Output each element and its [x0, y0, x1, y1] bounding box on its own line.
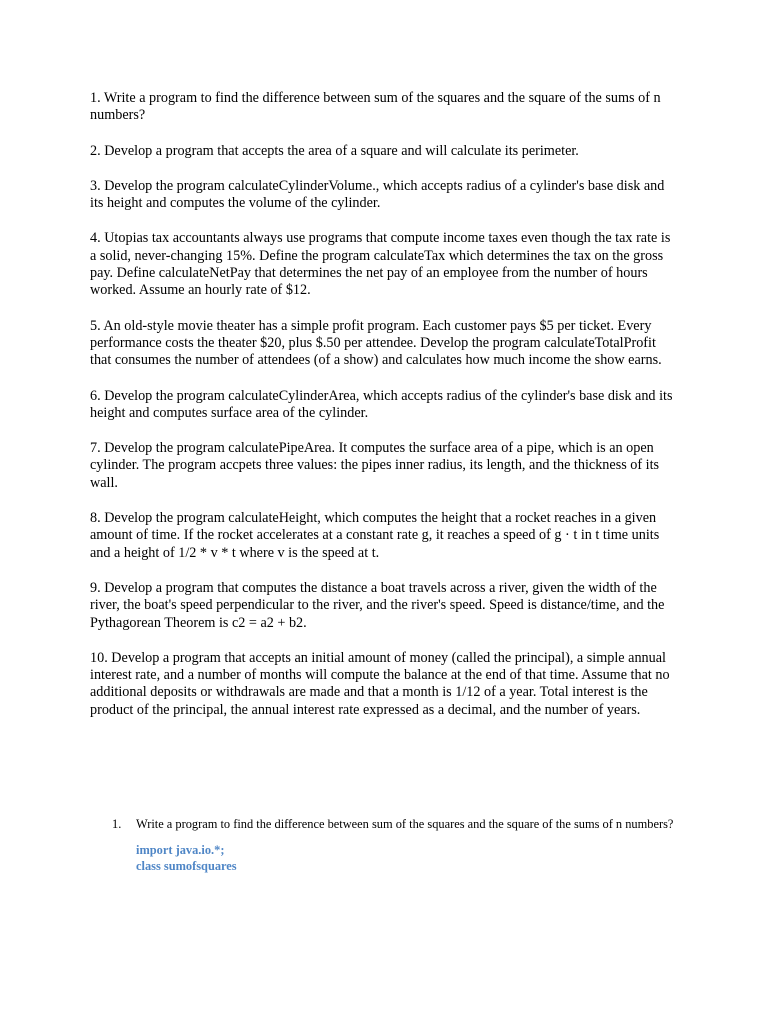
problem-4: 4. Utopias tax accountants always use programs that compute income taxes even though the tax rate is a solid, never-changing 15%. Define the program calculateTax which determines the tax on the gross pay. Define calculateNetPay that determines the net pay of an employee from the number of hours worked. Assume an hourly rate of $12.: [90, 230, 671, 299]
problem-9: 9. Develop a program that computes the distance a boat travels across a river, given the width of the river, the boat's speed perpendicular to the river, and the river's speed. Speed is distance/time, and the Pythagorean Theorem is c2 = a2 + b2.: [90, 579, 665, 631]
answer-section: [112, 816, 682, 874]
problem-list: [90, 90, 680, 737]
problem-1: 1. Write a program to find the difference between sum of the squares and the square of the sums of n numbers?: [90, 90, 661, 124]
problem-8: 8. Develop the program calculateHeight, which computes the height that a rocket reaches in a given amount of time. If the rocket accelerates at a constant rate g, it reaches a speed of g · t in t time units and a height of 1/2 * v * t where v is the speed at t.: [90, 510, 660, 561]
problem-2: 2. Develop a program that accepts the area of a square and will calculate its perimeter.: [90, 142, 579, 159]
code-block: [136, 842, 682, 874]
problem-5: 5. An old-style movie theater has a simple profit program. Each customer pays $5 per ticket. Every performance costs the theater $20, plus $.50 per attendee. Develop the program calculateTotalProfit that consumes the number of attendees (of a show) and calculates how much income the show earns.: [90, 317, 662, 369]
answer-question: Write a program to find the difference between sum of the squares and the square of the sums of n numbers?: [136, 817, 674, 831]
answer-item-1: [112, 816, 682, 874]
problem-6: 6. Develop the program calculateCylinderArea, which accepts radius of the cylinder's base disk and its height and computes surface area of the cylinder.: [90, 387, 673, 421]
code-line-class: class sumofsquares: [136, 859, 237, 873]
problem-10: 10. Develop a program that accepts an initial amount of money (called the principal), a simple annual interest rate, and a number of months will compute the balance at the end of that time. Assume that no additional deposits or withdrawals are made and that a month is 1/12 of a year. Total interest is the product of the principal, the annual interest rate expressed as a decimal, and the number of years.: [90, 649, 670, 718]
code-line-import: import java.io.*;: [136, 843, 225, 857]
answer-number: 1.: [112, 817, 122, 831]
answer-body: [136, 816, 682, 874]
problem-7: 7. Develop the program calculatePipeArea. It computes the surface area of a pipe, which is an open cylinder. The program accpets three values: the pipes inner radius, its length, and the thickness of its wall.: [90, 440, 660, 491]
problem-3: 3. Develop the program calculateCylinderVolume., which accepts radius of a cylinder's base disk and its height and computes the volume of the cylinder.: [90, 177, 665, 212]
